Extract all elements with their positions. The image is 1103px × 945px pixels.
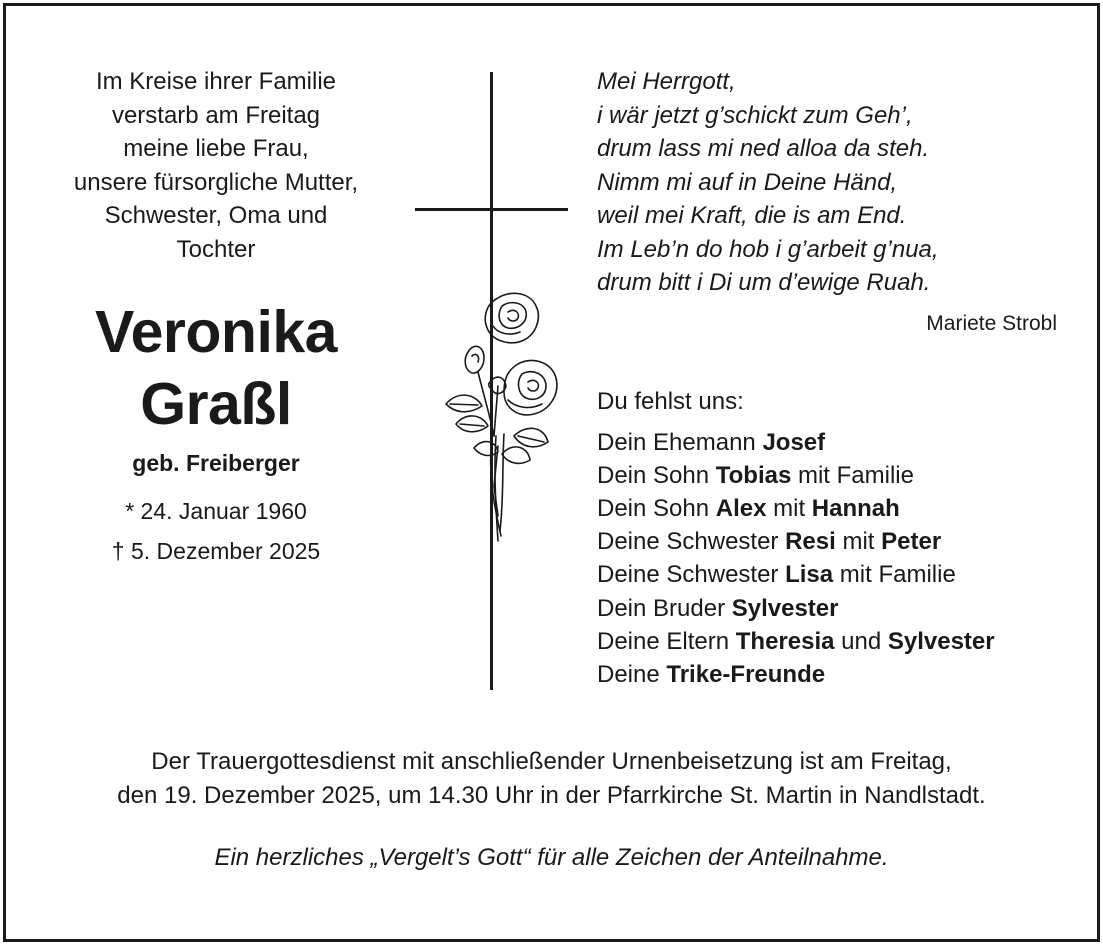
cross-bar <box>415 208 568 211</box>
mourner-relation: Dein Bruder <box>597 594 732 622</box>
mourner-name: Theresia <box>735 627 835 655</box>
mourner-relation: und <box>834 627 888 655</box>
deceased-info <box>40 65 392 571</box>
mourner-name: Alex <box>715 494 767 522</box>
mourner-relation: Deine Eltern <box>597 627 736 655</box>
deceased-name <box>40 296 392 440</box>
poem-line: drum lass mi ned alloa da steh. <box>597 135 930 162</box>
mourner-relation: mit <box>835 528 882 556</box>
mourner-row <box>597 592 1067 625</box>
mourner-relation: mit Familie <box>833 561 956 589</box>
mourner-relation: Dein Ehemann <box>597 428 763 456</box>
mourner-name: Sylvester <box>731 594 839 622</box>
mourner-row <box>597 525 1067 558</box>
mourner-row <box>597 558 1067 591</box>
last-name: Graßl <box>140 371 292 437</box>
mourner-name: Tobias <box>715 461 792 489</box>
birth-date: * 24. Januar 1960 <box>125 498 307 524</box>
poem-line: i wär jetzt g’schickt zum Geh’, <box>597 101 913 129</box>
first-name: Veronika <box>95 299 337 365</box>
mourner-row <box>597 625 1067 658</box>
mourners-list <box>597 426 1067 692</box>
mourner-name: Lisa <box>785 561 834 589</box>
poem-line: weil mei Kraft, die is am End. <box>597 202 907 229</box>
mourner-name: Peter <box>881 528 942 556</box>
poem-line: Nimm mi auf in Deine Händ, <box>597 168 898 196</box>
mourner-name: Resi <box>785 528 836 556</box>
mourner-relation: Deine <box>597 660 667 688</box>
mourner-relation: mit Familie <box>791 461 914 489</box>
intro-line: Schwester, Oma und <box>104 202 328 229</box>
poem-author: Mariete Strobl <box>926 311 1057 335</box>
intro-line: Im Kreise ihrer Familie <box>95 68 337 95</box>
poem-line: drum bitt i Di um d’ewige Ruah. <box>597 269 931 296</box>
mourner-relation: mit <box>766 494 812 522</box>
mourner-relation: Deine Schwester <box>597 561 786 589</box>
mourners-heading: Du fehlst uns: <box>597 387 744 415</box>
death-date: † 5. Dezember 2025 <box>111 538 321 564</box>
mourner-row <box>597 459 1067 492</box>
rose-bouquet-icon <box>438 286 558 546</box>
poem <box>597 65 1067 300</box>
intro-text <box>40 65 392 266</box>
mourner-row <box>597 658 1067 691</box>
mourner-relation: Deine Schwester <box>597 528 786 556</box>
mourner-name: Josef <box>762 428 826 456</box>
service-line: Der Trauergottesdienst mit anschließender Urnenbeisetzung ist am Freitag, <box>151 748 952 775</box>
intro-line: verstarb am Freitag <box>111 101 321 129</box>
intro-line: Tochter <box>176 235 256 263</box>
mourner-relation: Dein Sohn <box>597 461 716 489</box>
mourner-row <box>597 426 1067 459</box>
service-info <box>0 745 1103 813</box>
mourner-relation: Dein Sohn <box>597 494 716 522</box>
mourner-name: Trike-Freunde <box>666 660 826 688</box>
birth-name: geb. Freiberger <box>132 450 300 476</box>
mourner-name: Hannah <box>811 494 900 522</box>
service-line: den 19. Dezember 2025, um 14.30 Uhr in der Pfarrkirche St. Martin in Nandlstadt. <box>117 782 986 809</box>
poem-line: Im Leb’n do hob i g’arbeit g’nua, <box>597 235 939 263</box>
intro-line: meine liebe Frau, <box>123 135 309 162</box>
intro-line: unsere fürsorgliche Mutter, <box>73 168 359 196</box>
mourner-name: Sylvester <box>887 627 995 655</box>
right-column <box>597 65 1067 691</box>
mourner-row <box>597 492 1067 525</box>
poem-line: Mei Herrgott, <box>597 68 736 95</box>
thanks-note: Ein herzliches „Vergelt’s Gott“ für alle Zeichen der Anteilnahme. <box>214 844 889 871</box>
